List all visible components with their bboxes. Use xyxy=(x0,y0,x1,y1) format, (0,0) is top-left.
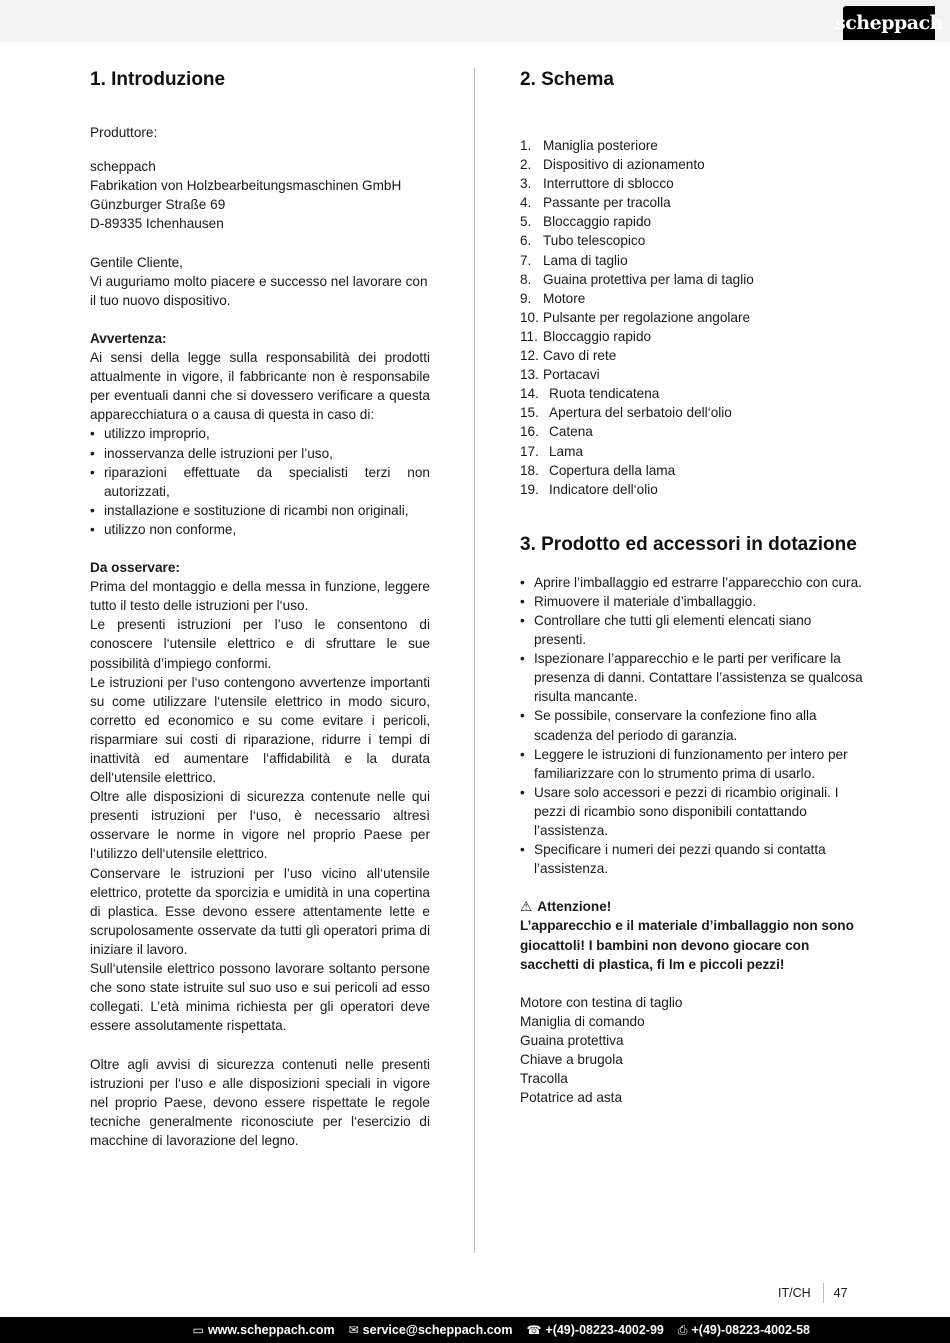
address-line: scheppach xyxy=(90,159,156,175)
schema-item xyxy=(520,231,865,250)
fax-icon: ⎙ xyxy=(677,1322,688,1337)
item-label: Apertura del serbatoio dell‘olio xyxy=(549,405,732,421)
item-number: 10. xyxy=(520,309,539,325)
item-label: Ruota tendicatena xyxy=(549,386,660,402)
list-item: • Controllare che tutti gli elementi elencati siano presenti. xyxy=(520,611,865,649)
schema-list xyxy=(520,136,865,499)
schema-item xyxy=(520,422,865,441)
item-number: 5. xyxy=(520,214,532,230)
item-number: 15. xyxy=(520,405,539,421)
monitor-icon: ▭ xyxy=(192,1323,204,1337)
content-item: Guaina protettiva xyxy=(520,1033,624,1049)
website-link[interactable]: www.scheppach.com xyxy=(207,1323,335,1337)
schema-item xyxy=(520,193,865,212)
schema-item xyxy=(520,308,865,327)
item-label: Indicatore dell‘olio xyxy=(549,481,658,497)
delivery-steps xyxy=(520,573,865,879)
list-item: • utilizzo non conforme, xyxy=(90,520,430,539)
closing-paragraph: Oltre agli avvisi di sicurezza contenuti nelle presenti istruzioni per l‘uso e alle disposizioni speciali in vigore nel proprio Paese, devono essere rispettate le regole tecniche generalmente riconosciute per l‘esercizio di macchine di lavorazione del legno. xyxy=(90,1056,430,1148)
greeting-line: Vi auguriamo molto piacere e successo nel lavorare con il tuo nuovo dispositivo. xyxy=(90,273,428,308)
item-label: Guaina protettiva per lama di taglio xyxy=(543,271,754,287)
item-label: Tubo telescopico xyxy=(543,233,646,249)
fax-contact xyxy=(678,1323,810,1338)
item-number: 9. xyxy=(520,290,532,306)
schema-item xyxy=(520,155,865,174)
top-bar xyxy=(0,0,950,42)
list-item: • Usare solo accessori e pezzi di ricambio originali. I pezzi di ricambio sono disponibili contattando l’assistenza. xyxy=(520,783,865,840)
greeting-line: Gentile Cliente, xyxy=(90,254,183,270)
item-label: Lama di taglio xyxy=(543,252,628,268)
phone-number: +(49)-08223-4002-99 xyxy=(545,1323,664,1337)
schema-item xyxy=(520,327,865,346)
schema-item xyxy=(520,403,865,422)
item-label: Motore xyxy=(543,290,586,306)
observe-paragraph: Oltre alle disposizioni di sicurezza contenute nelle qui presenti istruzioni per l‘uso, è necessario altresì osservare le norme in vigore nel proprio Paese per l‘utilizzo dell‘utensile elettrico. xyxy=(90,789,430,862)
warning-text: Ai sensi della legge sulla responsabilità dei prodotti attualmente in vigore, il fabbricante non è responsabile per eventuali danni che si dovessero verificare a questa apparecchiatura o a causa di questa in caso di: xyxy=(90,350,430,423)
item-label: Pulsante per regolazione angolare xyxy=(543,309,751,325)
observe-paragraph: Le istruzioni per l‘uso contengono avvertenze importanti su come utilizzare l‘utensile elettrico in modo sicuro, corretto ed economico e su come evitare i pericoli, risparmiare sui costi di riparazione, ridurre i tempi di inattività ed aumentare l‘affidabilità e la durata dell‘utensile elettrico. xyxy=(90,674,430,786)
page-number: 47 xyxy=(833,1286,848,1300)
item-number: 16. xyxy=(520,424,539,440)
column-divider xyxy=(474,68,475,1253)
phone-contact xyxy=(526,1323,663,1337)
content-item: Chiave a brugola xyxy=(520,1052,623,1068)
item-number: 11. xyxy=(520,328,538,344)
schema-item xyxy=(520,461,865,480)
item-label: Passante per tracolla xyxy=(543,195,671,211)
right-column xyxy=(520,68,865,1107)
list-item: • riparazioni effettuate da specialisti terzi non autorizzati, xyxy=(90,463,430,501)
schema-item xyxy=(520,270,865,289)
email-contact[interactable] xyxy=(349,1323,513,1337)
warning-label: Avvertenza: xyxy=(90,330,167,346)
schema-item xyxy=(520,251,865,270)
fax-number: +(49)-08223-4002-58 xyxy=(691,1323,810,1337)
email-link[interactable]: service@scheppach.com xyxy=(362,1323,513,1337)
list-item: • installazione e sostituzione di ricambi non originali, xyxy=(90,501,430,520)
observe-paragraph: Prima del montaggio e della messa in funzione, leggere tutto il testo delle istruzioni per l‘uso. xyxy=(90,579,430,614)
item-number: 19. xyxy=(520,481,539,497)
attention-text: L’apparecchio e il materiale d’imballaggio non sono giocattoli! I bambini non devono giocare con sacchetti di plastica, fi lm e piccoli pezzi! xyxy=(520,918,854,972)
content-item: Tracolla xyxy=(520,1071,568,1087)
item-number: 13. xyxy=(520,367,539,383)
item-label: Bloccaggio rapido xyxy=(543,328,652,344)
item-label: Bloccaggio rapido xyxy=(543,214,652,230)
schema-item xyxy=(520,480,865,499)
item-number: 12. xyxy=(520,348,539,364)
observe-label: Da osservare: xyxy=(90,560,180,576)
schema-item xyxy=(520,174,865,193)
schema-item xyxy=(520,346,865,365)
attention-heading xyxy=(520,897,865,916)
list-item: • Rimuovere il materiale d’imballaggio. xyxy=(520,592,865,611)
item-label: Lama xyxy=(549,443,584,459)
list-item: • Leggere le istruzioni di funzionamento per intero per familiarizzare con lo strumento prima di usarlo. xyxy=(520,745,865,783)
schema-item xyxy=(520,136,865,155)
item-label: Cavo di rete xyxy=(543,348,617,364)
page-footer xyxy=(778,1283,848,1303)
item-number: 14. xyxy=(520,386,539,402)
item-number: 1. xyxy=(520,138,532,153)
left-column xyxy=(90,68,430,1150)
content-item: Potatrice ad asta xyxy=(520,1090,623,1106)
item-label: Maniglia posteriore xyxy=(543,138,658,153)
attention-label: Attenzione! xyxy=(537,899,612,915)
producer-label: Produttore: xyxy=(90,125,158,140)
observe-paragraph: Le presenti istruzioni per l’uso le consentono di conoscere l‘utensile elettrico e di sfruttare le sue possibilità d’impiego conformi. xyxy=(90,617,430,671)
list-item: • Ispezionare l’apparecchio e le parti per verificare la presenza di danni. Contattare l’assistenza se qualcosa risulta mancante. xyxy=(520,649,865,706)
schema-item xyxy=(520,442,865,461)
list-item: • Specificare i numeri dei pezzi quando si contatta l’assistenza. xyxy=(520,840,865,878)
item-number: 17. xyxy=(520,443,539,459)
footer-separator xyxy=(823,1283,824,1303)
intro-title: 1. Introduzione xyxy=(90,69,226,90)
schema-item xyxy=(520,212,865,231)
item-label: Interruttore di sblocco xyxy=(543,176,674,192)
observe-paragraph: Conservare le istruzioni per l’uso vicino all‘utensile elettrico, protette da sporcizia e umidità in una copertina di plastica. Esse devono essere attentamente lette e scrupolosamente osservate da tutti gli operatori prima di iniziare il lavoro. xyxy=(90,865,430,957)
schema-title: 2. Schema xyxy=(520,69,614,90)
list-item: • inosservanza delle istruzioni per l’uso, xyxy=(90,444,430,463)
schema-item xyxy=(520,384,865,403)
item-number: 4. xyxy=(520,195,532,211)
warning-list xyxy=(90,424,430,539)
list-item: • utilizzo improprio, xyxy=(90,424,430,443)
schema-item xyxy=(520,365,865,384)
address-line: Günzburger Straße 69 xyxy=(90,197,226,213)
list-item: • Aprire l’imballaggio ed estrarre l’apparecchio con cura. xyxy=(520,573,865,592)
envelope-icon: ✉ xyxy=(348,1323,359,1337)
website-contact[interactable] xyxy=(193,1323,335,1337)
schema-item xyxy=(520,289,865,308)
content-item: Maniglia di comando xyxy=(520,1013,645,1029)
item-label: Copertura della lama xyxy=(549,462,676,478)
content-item: Motore con testina di taglio xyxy=(520,994,683,1010)
contact-bar xyxy=(0,1317,950,1343)
observe-paragraph: Sull‘utensile elettrico possono lavorare soltanto persone che sono state istruite sul suo uso e sui pericoli ad esso collegati. L’età minima richiesta per gli operatori deve essere assolutamente rispettata. xyxy=(90,961,430,1034)
delivery-title: 3. Prodotto ed accessori in dotazione xyxy=(520,533,857,555)
item-number: 3. xyxy=(520,176,532,192)
address-line: D-89335 Ichenhausen xyxy=(90,216,224,232)
item-number: 8. xyxy=(520,271,532,287)
list-item: • Se possibile, conservare la confezione fino alla scadenza del periodo di garanzia. xyxy=(520,706,865,744)
phone-icon: ☎ xyxy=(526,1323,542,1337)
item-number: 7. xyxy=(520,252,532,268)
locale-label: IT/CH xyxy=(778,1286,811,1300)
item-label: Dispositivo di azionamento xyxy=(543,157,705,173)
brand-logo: scheppach xyxy=(843,6,935,40)
warning-triangle-icon: ⚠ xyxy=(520,899,533,915)
item-number: 6. xyxy=(520,233,532,249)
item-number: 18. xyxy=(520,462,539,478)
item-label: Catena xyxy=(549,424,593,440)
address-line: Fabrikation von Holzbearbeitungsmaschinen GmbH xyxy=(90,178,402,194)
item-label: Portacavi xyxy=(543,367,600,383)
item-number: 2. xyxy=(520,157,532,173)
